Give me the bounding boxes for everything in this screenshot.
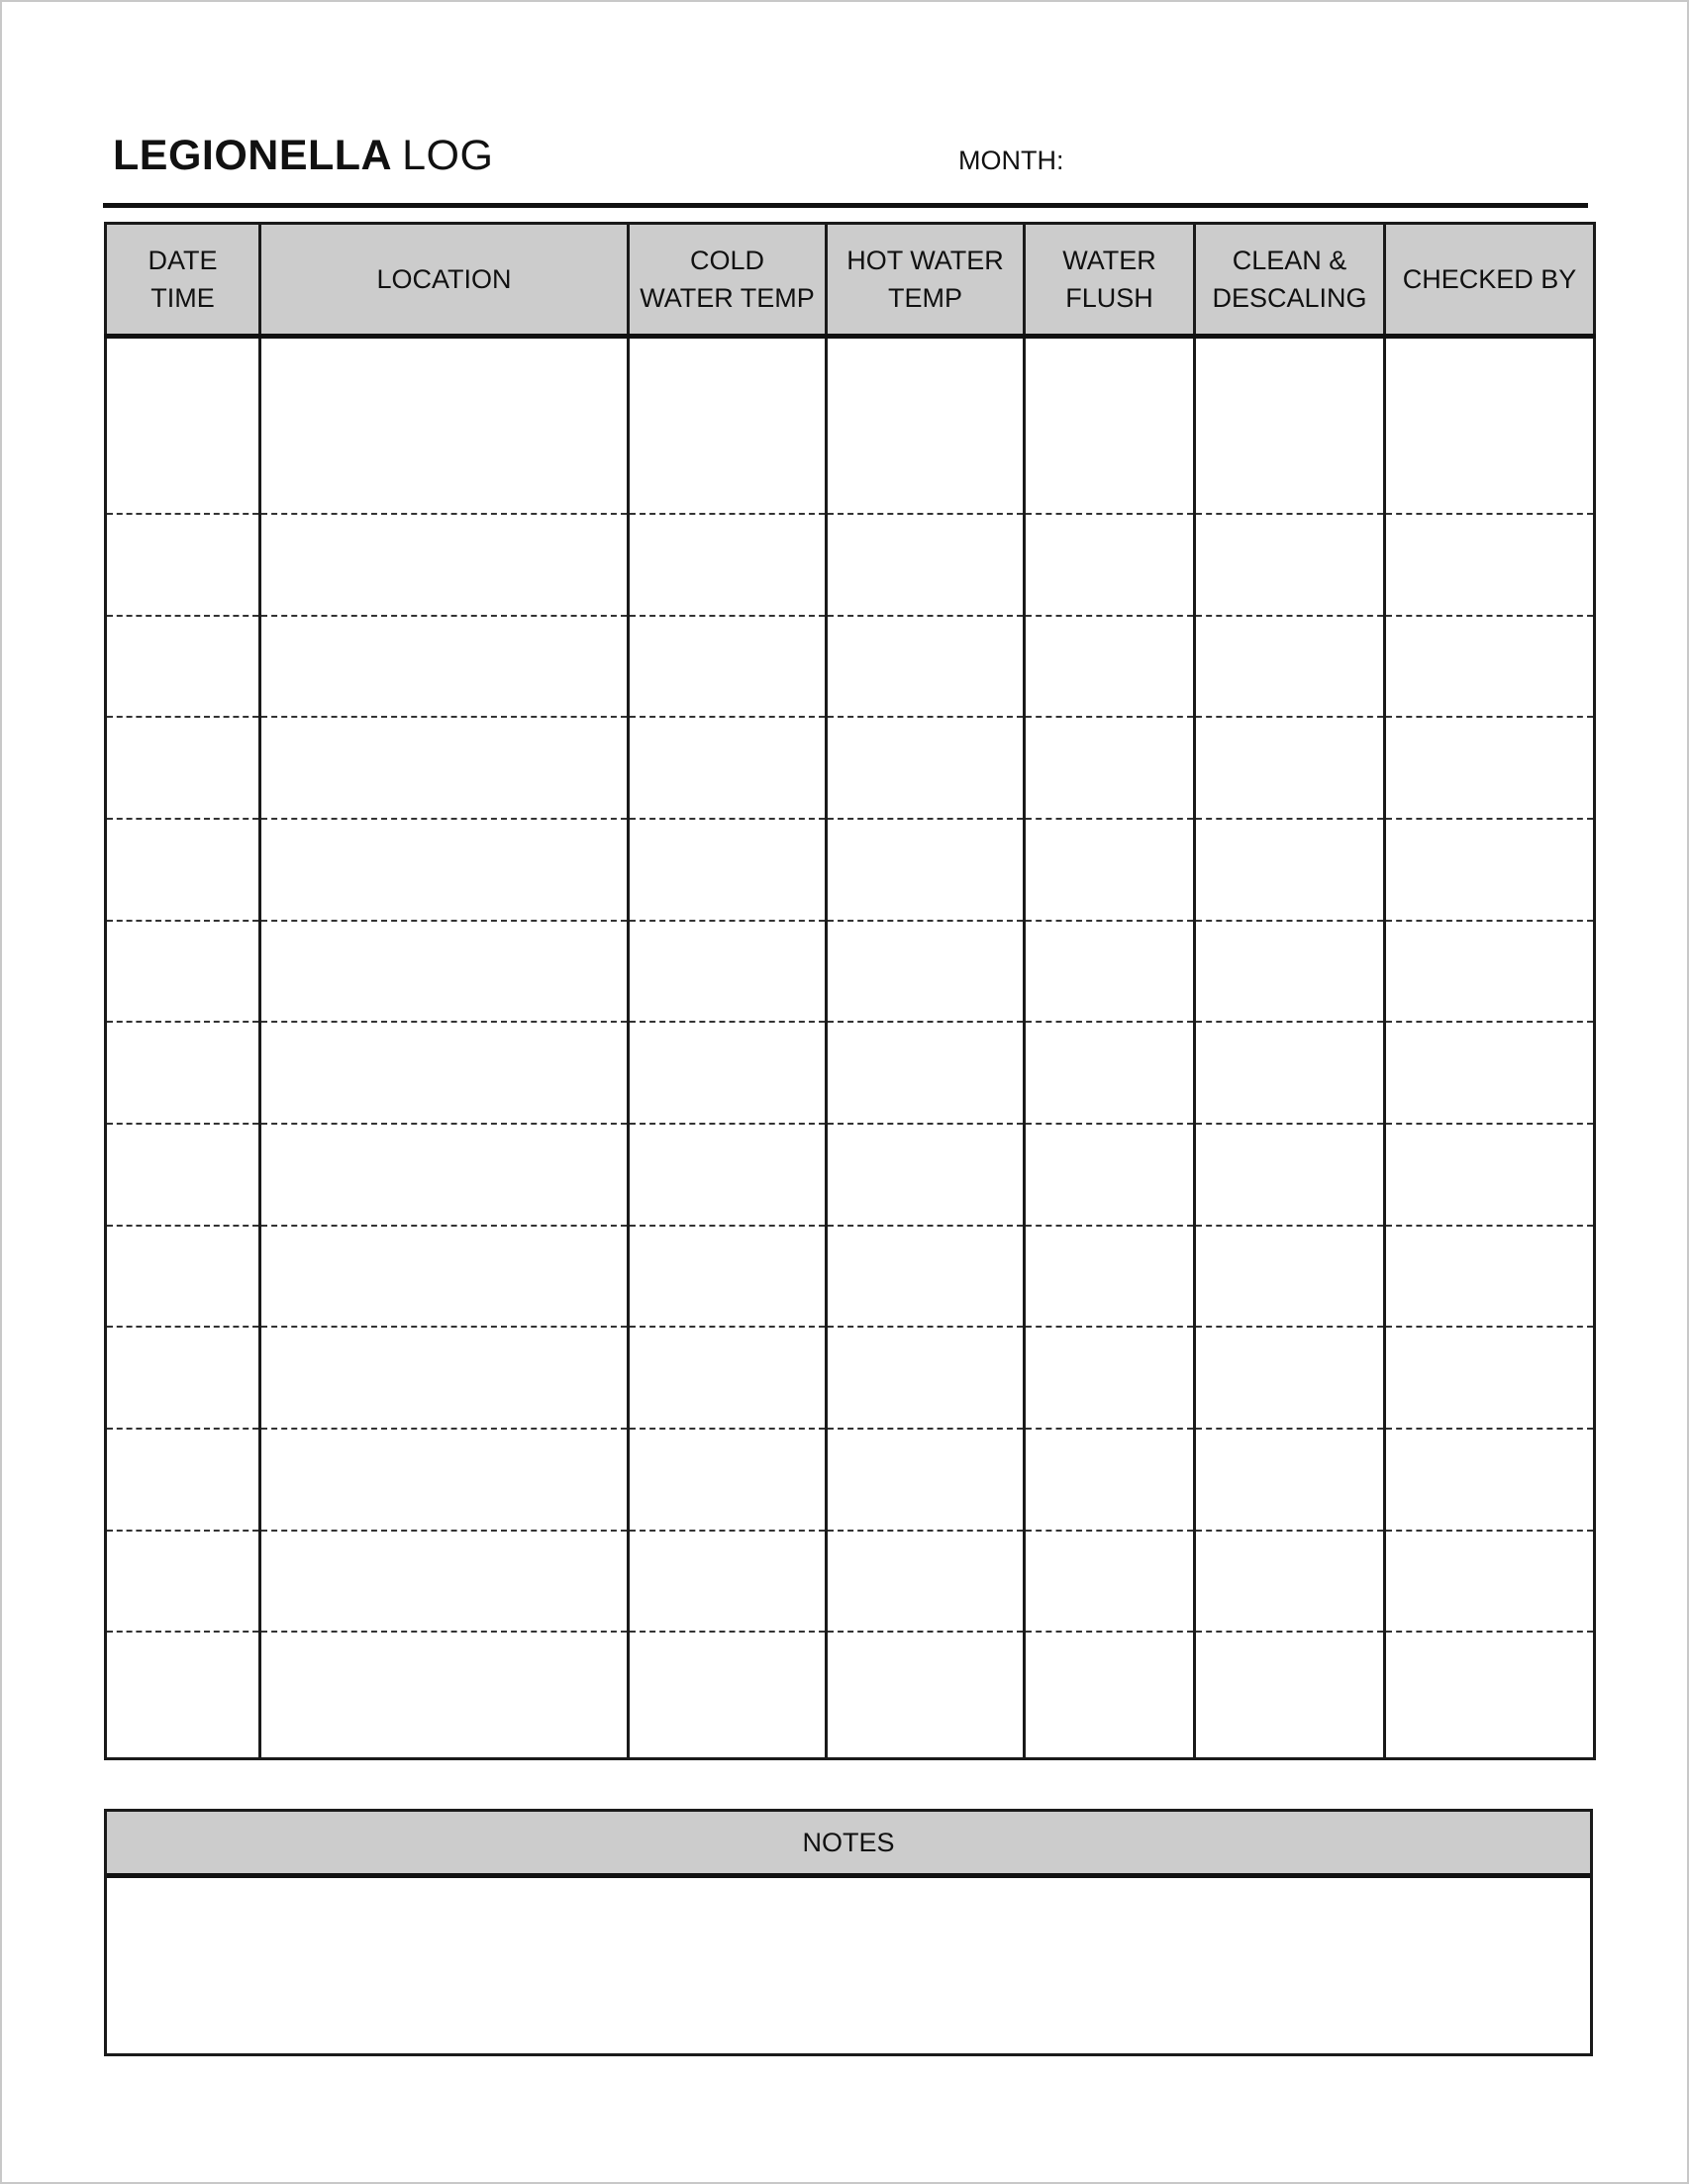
log-cell[interactable] <box>1195 717 1385 819</box>
log-cell[interactable] <box>827 819 1025 921</box>
column-header-line: DATE <box>148 246 218 275</box>
log-cell[interactable] <box>106 717 260 819</box>
log-cell[interactable] <box>629 1226 827 1328</box>
log-cell[interactable] <box>629 1531 827 1633</box>
log-cell[interactable] <box>629 1327 827 1429</box>
log-cell[interactable] <box>260 616 629 718</box>
log-cell[interactable] <box>1385 921 1595 1023</box>
log-cell[interactable] <box>1025 717 1195 819</box>
log-cell[interactable] <box>260 1022 629 1124</box>
log-cell[interactable] <box>1025 1124 1195 1226</box>
log-cell[interactable] <box>1385 717 1595 819</box>
log-cell[interactable] <box>260 819 629 921</box>
log-cell[interactable] <box>629 1429 827 1531</box>
table-row <box>106 1327 1595 1429</box>
log-cell[interactable] <box>629 1632 827 1758</box>
log-cell[interactable] <box>1025 1226 1195 1328</box>
log-cell[interactable] <box>1195 1429 1385 1531</box>
log-cell[interactable] <box>106 1327 260 1429</box>
log-cell[interactable] <box>629 337 827 515</box>
notes-header: NOTES <box>107 1812 1590 1878</box>
column-header-date-time <box>106 224 260 337</box>
log-cell[interactable] <box>1195 616 1385 718</box>
notes-area[interactable] <box>107 1878 1590 2053</box>
log-cell[interactable] <box>827 1022 1025 1124</box>
log-cell[interactable] <box>106 1022 260 1124</box>
log-cell[interactable] <box>106 1531 260 1633</box>
column-header-line: CHECKED BY <box>1402 264 1577 294</box>
log-cell[interactable] <box>1025 1327 1195 1429</box>
column-header-water-flush <box>1025 224 1195 337</box>
log-cell[interactable] <box>260 1531 629 1633</box>
log-cell[interactable] <box>629 1124 827 1226</box>
log-cell[interactable] <box>629 819 827 921</box>
table-row <box>106 1531 1595 1633</box>
column-header-cold-water-temp <box>629 224 827 337</box>
log-cell[interactable] <box>1025 1429 1195 1531</box>
log-cell[interactable] <box>1385 819 1595 921</box>
table-row <box>106 921 1595 1023</box>
column-header-line: WATER <box>1062 246 1156 275</box>
log-cell[interactable] <box>1195 1124 1385 1226</box>
log-cell[interactable] <box>827 717 1025 819</box>
log-cell[interactable] <box>260 717 629 819</box>
log-cell[interactable] <box>629 717 827 819</box>
log-cell[interactable] <box>1195 1327 1385 1429</box>
log-cell[interactable] <box>629 616 827 718</box>
log-cell[interactable] <box>1025 1022 1195 1124</box>
log-cell[interactable] <box>629 1022 827 1124</box>
log-cell[interactable] <box>106 514 260 616</box>
table-row <box>106 717 1595 819</box>
log-cell[interactable] <box>1385 514 1595 616</box>
table-row <box>106 819 1595 921</box>
log-cell[interactable] <box>1025 1531 1195 1633</box>
title-divider <box>103 203 1588 208</box>
column-header-line: CLEAN & <box>1232 246 1347 275</box>
log-cell[interactable] <box>106 616 260 718</box>
log-cell[interactable] <box>1385 1632 1595 1758</box>
column-header-clean-descaling <box>1195 224 1385 337</box>
log-cell[interactable] <box>827 1124 1025 1226</box>
log-table-body <box>106 337 1595 1759</box>
log-cell[interactable] <box>1195 337 1385 515</box>
log-cell[interactable] <box>827 337 1025 515</box>
column-header-line: TIME <box>150 283 215 313</box>
column-header-line: HOT WATER <box>846 246 1004 275</box>
column-header-location <box>260 224 629 337</box>
log-cell[interactable] <box>260 1124 629 1226</box>
column-header-line: FLUSH <box>1065 283 1153 313</box>
log-table <box>104 222 1596 1760</box>
log-cell[interactable] <box>827 1531 1025 1633</box>
log-cell[interactable] <box>1195 819 1385 921</box>
notes-box <box>104 1809 1593 2056</box>
log-cell[interactable] <box>1195 1226 1385 1328</box>
log-cell[interactable] <box>260 1632 629 1758</box>
title-bold: LEGIONELLA <box>113 132 393 179</box>
log-cell[interactable] <box>1025 819 1195 921</box>
log-cell[interactable] <box>1385 1429 1595 1531</box>
log-cell[interactable] <box>629 921 827 1023</box>
log-cell[interactable] <box>827 616 1025 718</box>
title-light: LOG <box>402 132 494 179</box>
log-cell[interactable] <box>106 921 260 1023</box>
log-cell[interactable] <box>106 1632 260 1758</box>
log-cell[interactable] <box>1385 616 1595 718</box>
column-header-line: TEMP <box>887 283 962 313</box>
log-cell[interactable] <box>260 514 629 616</box>
log-cell[interactable] <box>1385 1022 1595 1124</box>
table-row <box>106 616 1595 718</box>
table-header-row <box>106 224 1595 337</box>
table-row <box>106 1226 1595 1328</box>
column-header-hot-water-temp <box>827 224 1025 337</box>
log-cell[interactable] <box>260 1226 629 1328</box>
table-row <box>106 1632 1595 1758</box>
log-cell[interactable] <box>106 1226 260 1328</box>
log-cell[interactable] <box>106 337 260 515</box>
log-cell[interactable] <box>827 1226 1025 1328</box>
column-header-line: LOCATION <box>376 264 512 294</box>
log-cell[interactable] <box>1025 337 1195 515</box>
log-cell[interactable] <box>1385 1531 1595 1633</box>
table-row <box>106 337 1595 515</box>
log-cell[interactable] <box>1385 1327 1595 1429</box>
log-cell[interactable] <box>1195 1531 1385 1633</box>
log-cell[interactable] <box>106 1429 260 1531</box>
column-header-line: WATER TEMP <box>640 283 815 313</box>
log-cell[interactable] <box>827 1327 1025 1429</box>
log-cell[interactable] <box>1385 1124 1595 1226</box>
log-cell[interactable] <box>106 819 260 921</box>
table-row <box>106 514 1595 616</box>
log-cell[interactable] <box>1385 337 1595 515</box>
log-cell[interactable] <box>827 921 1025 1023</box>
log-cell[interactable] <box>106 1124 260 1226</box>
month-label: MONTH: <box>958 146 1064 175</box>
log-cell[interactable] <box>1025 514 1195 616</box>
log-cell[interactable] <box>1195 1632 1385 1758</box>
log-cell[interactable] <box>1025 616 1195 718</box>
log-cell[interactable] <box>260 1429 629 1531</box>
log-cell[interactable] <box>260 1327 629 1429</box>
log-cell[interactable] <box>827 1632 1025 1758</box>
log-cell[interactable] <box>1025 1632 1195 1758</box>
log-cell[interactable] <box>1195 1022 1385 1124</box>
log-cell[interactable] <box>260 337 629 515</box>
table-row <box>106 1022 1595 1124</box>
log-cell[interactable] <box>260 921 629 1023</box>
log-cell[interactable] <box>827 1429 1025 1531</box>
log-cell[interactable] <box>1195 514 1385 616</box>
table-row <box>106 1429 1595 1531</box>
column-header-checked-by <box>1385 224 1595 337</box>
log-cell[interactable] <box>1025 921 1195 1023</box>
log-cell[interactable] <box>1195 921 1385 1023</box>
log-cell[interactable] <box>629 514 827 616</box>
page-title <box>113 129 493 182</box>
column-header-line: DESCALING <box>1212 283 1367 313</box>
log-cell[interactable] <box>827 514 1025 616</box>
column-header-line: COLD <box>689 246 764 275</box>
log-cell[interactable] <box>1385 1226 1595 1328</box>
table-row <box>106 1124 1595 1226</box>
